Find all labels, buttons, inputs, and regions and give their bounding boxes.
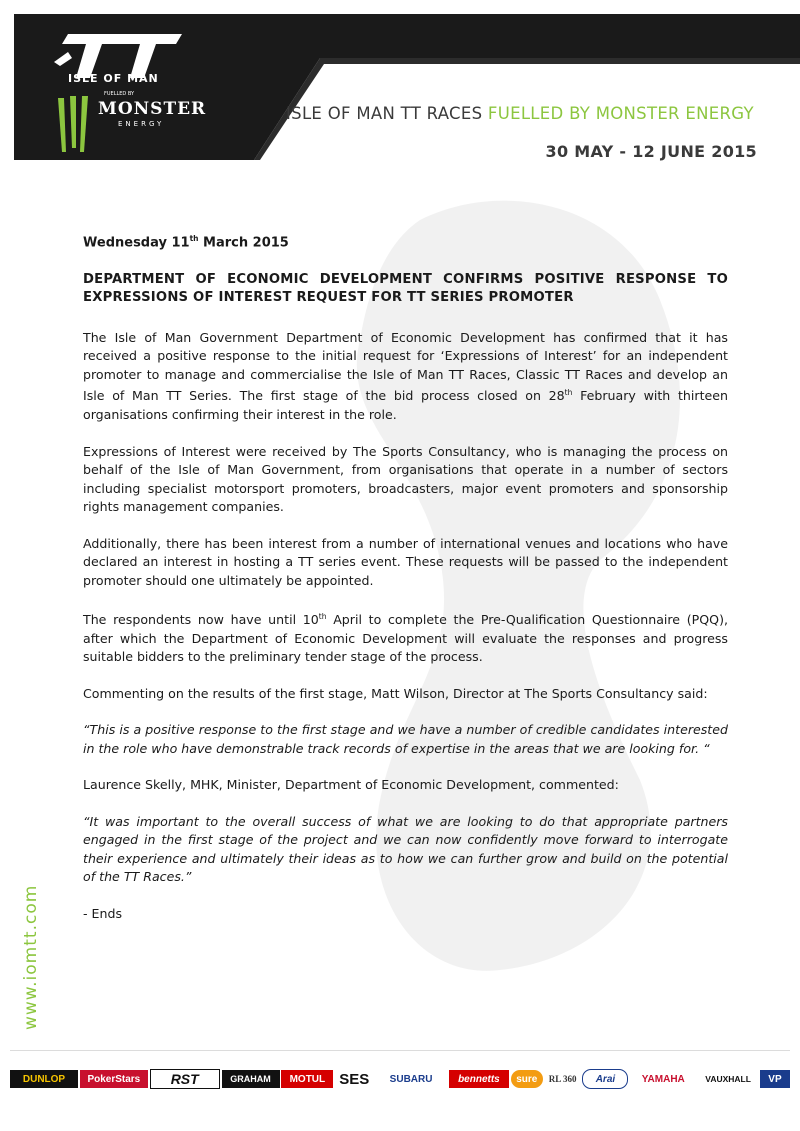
paragraph-1: The Isle of Man Government Department of Economic Development has confirmed that it has received a positive response to the initial request for ‘Expressions of Interest’ for an independent promoter to manage and commercialise the Isle of Man TT Races, Classic TT Races and develop an Isle of Man TT Series. The first stage of the bid process closed on 28th February with thirteen organisations confirming their interest in the role. [83, 329, 728, 423]
paragraph-2: Expressions of Interest were received by The Sports Consultancy, who is managing the process on behalf of the Isle of Man Government, from organisations that operate in a number of sectors including specialist motorsport promoters, broadcasters, major event promoters and sponsorship rights management companies. [83, 443, 728, 515]
logo-brand: MONSTER [98, 99, 207, 119]
quote-skelly: “It was important to the overall success of what we are looking to do that appropriate partners engaged in the first stage of the project and we can now confidently move forward to interrogate their experience and ultimately their ideas as to how we can further grow and build on the potential of the TT Races.” [83, 813, 728, 885]
header-title-main: ISLE OF MAN TT RACES [286, 104, 488, 123]
paragraph-6: Laurence Skelly, MHK, Minister, Department of Economic Development, commented: [83, 777, 619, 793]
paragraph-5: Commenting on the results of the first stage, Matt Wilson, Director at The Sports Consultancy said: [83, 685, 708, 701]
paragraph-3: Additionally, there has been interest from a number of international venues and locations who have declared an interest in hosting a TT series event. These requests will be passed to the independent promoter should one ultimately be appointed. [83, 535, 728, 588]
press-release [83, 230, 728, 941]
sponsor-dunlop: DUNLOP [10, 1070, 78, 1088]
headline: DEPARTMENT OF ECONOMIC DEVELOPMENT CONFIRMS POSITIVE RESPONSE TO EXPRESSIONS OF INTEREST REQUEST FOR TT SERIES PROMOTER [83, 271, 728, 305]
sponsor-subaru: SUBARU [389, 1073, 433, 1085]
ends-marker: - Ends [83, 905, 123, 921]
sponsor-pokerstars: PokerStars [80, 1070, 148, 1088]
sponsor-motul: MOTUL [281, 1070, 333, 1088]
sponsor-arai: Arai [582, 1069, 628, 1089]
footer-divider [10, 1050, 790, 1051]
header-title [286, 104, 754, 123]
sponsor-rl360: RL 360 [548, 1074, 577, 1084]
tt-logo [50, 22, 207, 154]
sponsor-strip [10, 1066, 790, 1092]
sponsor-sure: sure [511, 1070, 543, 1088]
tt-mark-icon [50, 22, 190, 154]
paragraph-4: The respondents now have until 10th April to complete the Pre-Qualification Questionnaire (PQQ), after which the Department of Economic Development will evaluate the responses and progress suitable bidders to the preliminary tender stage of the process. [83, 612, 728, 665]
sponsor-vp: VP [760, 1070, 790, 1088]
event-dates: 30 MAY - 12 JUNE 2015 [545, 142, 757, 161]
sponsor-vauxhall: VAUXHALL [705, 1074, 751, 1084]
logo-line1: ISLE OF MAN [68, 72, 159, 85]
website-url: www.iomtt.com [21, 884, 41, 1030]
sponsor-ses: SES [339, 1070, 370, 1088]
header-title-accent: FUELLED BY MONSTER ENERGY [487, 104, 754, 123]
logo-fuelled: FUELLED BY [104, 91, 135, 97]
logo-brand-sub: ENERGY [118, 120, 165, 128]
sponsor-bennetts: bennetts [449, 1070, 509, 1088]
sponsor-yamaha: YAMAHA [641, 1073, 685, 1085]
sponsor-rst: RST [150, 1069, 220, 1089]
sponsor-graham: GRAHAM [222, 1070, 280, 1088]
release-date: Wednesday 11th March 2015 [83, 234, 289, 251]
quote-wilson: “This is a positive response to the first stage and we have a number of credible candidates interested in the role who have demonstrable track records of expertise in the areas that we are looking for. “ [83, 722, 728, 756]
